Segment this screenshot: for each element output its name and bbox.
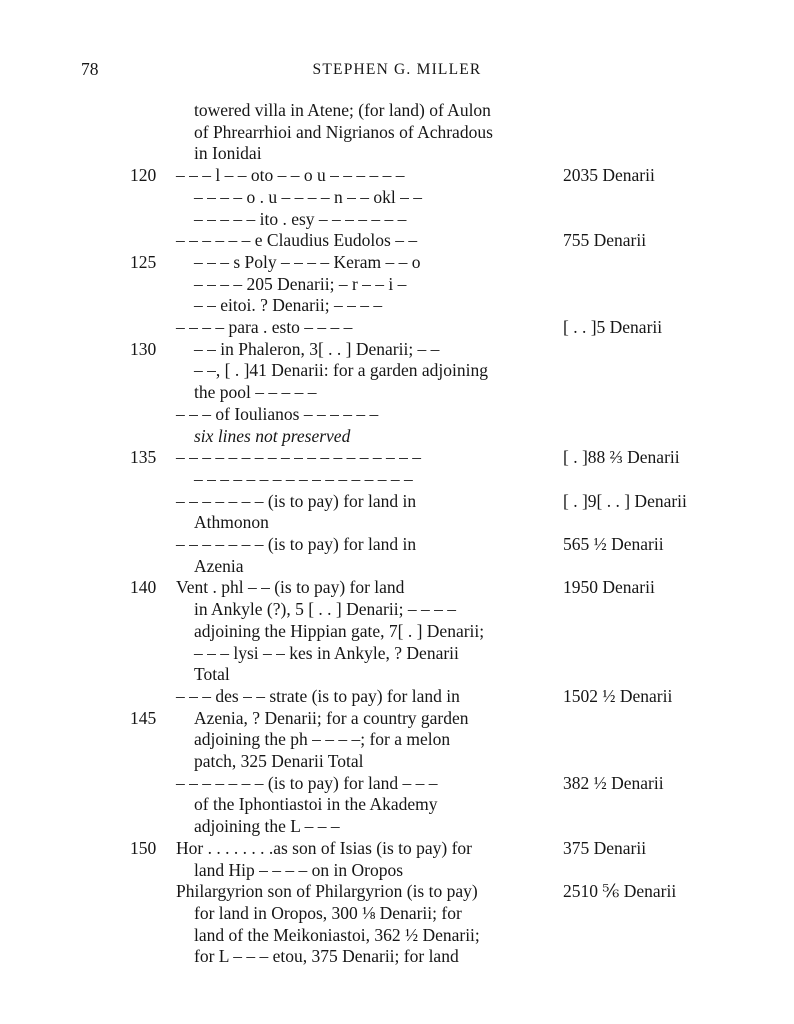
text-line [0, 468, 794, 490]
text-line [0, 750, 794, 772]
line-text: of Phrearrhioi and Nigrianos of Achradous [194, 121, 493, 142]
line-text: six lines not preserved [194, 425, 351, 446]
line-text: towered villa in Atene; (for land) of Aulon [194, 100, 491, 120]
text-line [0, 490, 794, 512]
text-line [0, 251, 794, 273]
amount: [ . . ]5 Denarii [563, 317, 663, 337]
line-text: – – – l – – oto – – o u – – – – – – [176, 165, 405, 186]
line-text: for land in Oropos, 300 ⅛ Denarii; for [194, 902, 462, 923]
line-number: 140 [130, 577, 157, 598]
text-line [0, 576, 794, 598]
line-text: – – – – o . u – – – – n – – okl – – [194, 186, 422, 207]
text-line [0, 164, 794, 186]
line-text: – – – des – – strate (is to pay) for land in [176, 685, 460, 706]
text-line [0, 728, 794, 750]
text-line [0, 859, 794, 881]
amount: 2510 ⅚ Denarii [563, 881, 677, 902]
line-text: for L – – – etou, 375 Denarii; for land [194, 946, 459, 967]
line-number: 125 [130, 251, 157, 272]
amount: 1502 ½ Denarii [563, 685, 673, 706]
line-number: 120 [130, 165, 157, 186]
line-text: – –, [ . ]41 Denarii: for a garden adjoining [194, 360, 489, 381]
text-line [0, 620, 794, 642]
text-line [0, 511, 794, 533]
amount: 375 Denarii [563, 837, 647, 858]
text-line [0, 121, 794, 143]
line-text: Azenia, ? Denarii; for a country garden [194, 707, 469, 728]
text-line [0, 837, 794, 859]
line-text: Athmonon [194, 512, 269, 533]
line-text: adjoining the L – – – [194, 816, 340, 837]
line-text: – – – – – – – (is to pay) for land in [176, 534, 417, 554]
text-line [0, 555, 794, 577]
text-line [0, 815, 794, 837]
text-line [0, 945, 794, 967]
amount: 382 ½ Denarii [563, 772, 664, 793]
line-text: Total [194, 664, 230, 685]
text-line [0, 793, 794, 815]
text-line [0, 446, 794, 468]
line-text: patch, 325 Denarii Total [194, 751, 364, 771]
text-line [0, 902, 794, 924]
text-line [0, 707, 794, 729]
text-line [0, 208, 794, 230]
text-line [0, 338, 794, 360]
text-line [0, 142, 794, 164]
text-line [0, 924, 794, 946]
line-text: of the Iphontiastoi in the Akademy [194, 794, 438, 815]
line-text: the pool – – – – – [194, 382, 317, 403]
text-line [0, 316, 794, 338]
text-line [0, 685, 794, 707]
text-line [0, 403, 794, 425]
text-line [0, 425, 794, 447]
line-number: 150 [130, 837, 157, 858]
text-line [0, 663, 794, 685]
line-text: – – – – – – – (is to pay) for land in [176, 490, 417, 511]
line-number: 135 [130, 447, 157, 468]
line-text: land of the Meikoniastoi, 362 ½ Denarii; [194, 924, 480, 945]
line-text: adjoining the Hippian gate, 7[ . ] Denarii; [194, 620, 485, 641]
line-text: – – – – – – e Claudius Eudolos – – [176, 230, 418, 251]
amount: 755 Denarii [563, 230, 647, 251]
line-text: Azenia [194, 555, 244, 576]
line-text: – – – – – ito . esy – – – – – – – [194, 208, 407, 229]
text-line [0, 598, 794, 620]
line-text: adjoining the ph – – – –; for a melon [194, 729, 451, 750]
line-text: in Ankyle (?), 5 [ . . ] Denarii; – – – – [194, 599, 456, 620]
text-line [0, 186, 794, 208]
line-text: – – – – – – – – – – – – – – – – – – – [176, 447, 421, 468]
amount: [ . ]88 ⅔ Denarii [563, 447, 680, 468]
text-line [0, 880, 794, 902]
line-text: – – – s Poly – – – – Keram – – o [194, 251, 421, 272]
amount: 1950 Denarii [563, 577, 655, 598]
line-text: Philargyrion son of Philargyrion (is to pay) [176, 881, 478, 902]
line-text: – – – lysi – – kes in Ankyle, ? Denarii [194, 642, 459, 663]
line-text: – – – – para . esto – – – – [176, 317, 353, 337]
text-line [0, 381, 794, 403]
line-text: – – – – – – – (is to pay) for land – – – [176, 772, 438, 793]
line-number: 130 [130, 338, 157, 359]
line-text: – – eitoi. ? Denarii; – – – – [194, 295, 383, 316]
line-text: Hor . . . . . . . .as son of Isias (is to pay) for [176, 837, 472, 858]
page-number: 78 [81, 59, 99, 79]
text-line [0, 273, 794, 295]
line-text: – – – of Ioulianos – – – – – – [176, 403, 379, 424]
amount: [ . ]9[ . . ] Denarii [563, 490, 687, 511]
text-line [0, 229, 794, 251]
amount: 565 ½ Denarii [563, 534, 664, 554]
line-text: – – in Phaleron, 3[ . . ] Denarii; – – [194, 338, 440, 359]
amount: 2035 Denarii [563, 165, 655, 186]
text-line [0, 772, 794, 794]
line-number: 145 [130, 707, 157, 728]
text-line [0, 359, 794, 381]
running-head: STEPHEN G. MILLER [312, 61, 482, 78]
line-text: in Ionidai [194, 143, 262, 164]
text-line [0, 533, 794, 555]
line-text: – – – – – – – – – – – – – – – – – [194, 468, 413, 489]
line-text: – – – – 205 Denarii; – r – – i – [194, 273, 407, 294]
text-line [0, 99, 794, 121]
line-text: Vent . phl – – (is to pay) for land [176, 577, 405, 598]
line-text: land Hip – – – – on in Oropos [194, 859, 404, 880]
text-line [0, 642, 794, 664]
text-line [0, 294, 794, 316]
